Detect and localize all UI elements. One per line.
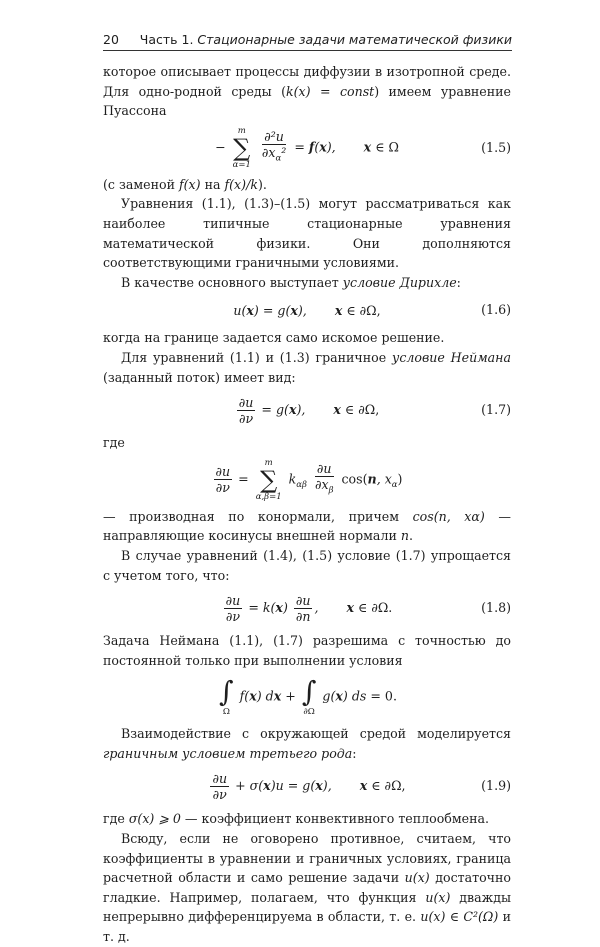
kx-const: k(x) = const: [286, 83, 375, 99]
equation-solvability-body: ∫ Ω f(x) dx + ∫ ∂Ω g(x) ds = 0.: [219, 675, 397, 718]
running-header: [103, 30, 512, 51]
u-of-x: u(x): [404, 870, 430, 886]
equation-1-8: [103, 585, 511, 631]
normal-n: n: [400, 528, 409, 544]
equation-1-6: [103, 292, 511, 328]
equation-solvability: [103, 670, 511, 724]
equation-conormal-body: $\frac{\partial u}{\partial\nu}$ = m ∑ α,β=1 $k_{\alpha\beta}$ $\frac{\partial u}{\partial x_\beta}$ cos(n, $x_\alpha$): [215, 457, 403, 502]
running-head-title: Стационарные задачи математической физики: [197, 32, 512, 47]
equation-1-6-body: u(x) = g(x), x ∈ ∂Ω,: [233, 302, 381, 318]
paragraph-neumann: Для уравнений (1.1) и (1.3) граничное условие Неймана (заданный поток) имеет вид:: [103, 349, 511, 385]
page-number: 20: [103, 32, 119, 47]
equation-number-1-7: (1.7): [481, 402, 511, 418]
paragraph-replacement: (с заменой f(x) на f(x)/k).: [103, 176, 267, 192]
neumann-term: условие Неймана: [392, 349, 511, 365]
paragraph-typical-equations: Уравнения (1.1), (1.3)–(1.5) могут рассматриваться как наиболее типичные стационарные уравнения математической физики. Они дополняются соответствующими граничными условиями.: [103, 196, 511, 271]
paragraph-third-kind: Взаимодействие с окружающей средой моделируется граничным условием третьего рода:: [103, 726, 511, 761]
paragraph-sigma: где σ(x) ⩾ 0 — коэффициент конвективного теплообмена.: [103, 811, 490, 827]
f-of-x: f(x): [178, 176, 201, 192]
equation-1-5-body: − m ∑ α=1 $\frac{\text{∂²u}}{\partial x_\alpha^2}$ = f(x), x ∈ Ω: [215, 125, 399, 170]
equation-1-8-body: $\frac{\partial u}{\partial\nu}$ = k(x) $\frac{\partial u}{\partial n}$ , x ∈ ∂Ω.: [225, 592, 393, 624]
third-kind-term: граничным условием третьего рода: [103, 745, 353, 761]
paragraph-where: где: [103, 435, 125, 451]
equation-number-1-6: (1.6): [481, 302, 511, 318]
equation-number-1-5: (1.5): [481, 139, 511, 155]
equation-1-9: [103, 763, 511, 809]
paragraph-simplification: В случае уравнений (1.4), (1.5) условие (1.7) упрощается с учетом того, что:: [103, 547, 511, 583]
equation-number-1-9: (1.9): [481, 778, 511, 794]
running-head: [140, 32, 512, 47]
paragraph-smoothness: Всюду, если не оговорено противное, считаем, что коэффициенты в уравнении и граничных условиях, граница расчетной области и само решение задачи u(x) достаточно гладкие. Например, полагаем, что функция u(x) дважды непрерывно дифференцируема в области, т. е. u(x) ∈ C²(Ω) и т. д.: [103, 831, 512, 945]
paragraph-diffusion: которое описывает процессы диффузии в изотропной среде. Для одно-родной среды (k(x) = const) имеем уравнение Пуассона: [103, 64, 511, 119]
u-of-x-2: u(x): [425, 889, 451, 905]
paragraph-conormal: — производная по конормали, причем cos(n, xα) — направляющие косинусы внешней нормали n.: [103, 508, 511, 544]
equation-number-1-8: (1.8): [481, 600, 511, 616]
equation-1-9-body: $\frac{\partial u}{\partial\nu}$ + σ(x)u = g(x), x ∈ ∂Ω,: [212, 770, 406, 802]
f-over-k: f(x)/k: [224, 176, 258, 192]
paragraph-boundary-solution: когда на границе задается само искомое решение.: [103, 330, 445, 346]
paragraph-dirichlet: В качестве основного выступает условие Дирихле:: [121, 274, 461, 290]
equation-conormal: [103, 453, 511, 507]
page-body: [103, 62, 511, 947]
cos-n-x: cos(n, xα): [412, 508, 485, 524]
equation-1-5: [103, 121, 511, 175]
sigma-condition: σ(x) ⩾ 0: [128, 811, 181, 827]
running-head-prefix: Часть 1.: [139, 32, 194, 47]
equation-1-7: [103, 387, 511, 433]
paragraph-solvability: Задача Неймана (1.1), (1.7) разрешима с точностью до постоянной только при выполнении условия: [103, 633, 511, 668]
equation-1-7-body: $\frac{\partial u}{\partial\nu}$ = g(x), x ∈ ∂Ω,: [238, 394, 380, 426]
u-in-c2: u(x) ∈ C²(Ω): [420, 909, 499, 925]
dirichlet-term: условие Дирихле: [342, 274, 457, 290]
